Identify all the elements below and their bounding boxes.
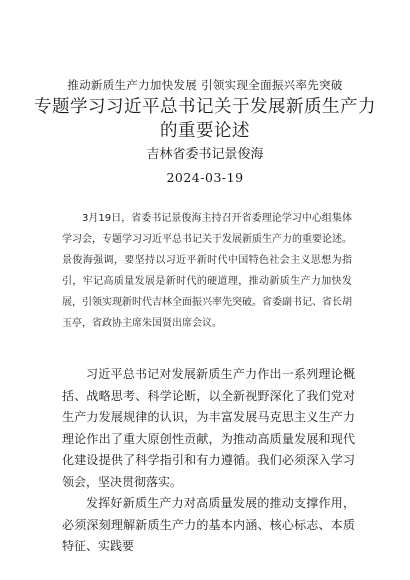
article-kicker: 推动新质生产力加快发展 引领实现全面振兴率先突破 <box>67 78 343 92</box>
article-title: 专题学习习近平总书记关于发展新质生产力的重要论述 <box>34 97 376 141</box>
article-date: 2024-03-19 <box>166 170 244 185</box>
article-byline: 吉林省委书记景俊海 <box>146 147 264 162</box>
article-paragraph: 发挥好新质生产力对高质量发展的推动支撑作用，必须深刻理解新质生产力的基本内涵、核心标志、本质特征、实践要 <box>62 496 355 553</box>
article-lead-summary: 3月19日，省委书记景俊海主持召开省委理论学习中心组集体学习会，专题学习习近平总书记关于发展新质生产力的重要论述。景俊海强调，要坚持以习近平新时代中国特色社会主义思想为指引，牢记高质量发展是新时代的硬道理，推动新质生产力加快发展，引领实现新时代吉林全面振兴率先突破。省委副书记、省长胡玉亭，省政协主席朱国贤出席会议。 <box>62 213 352 329</box>
article-paragraph: 习近平总书记对发展新质生产力作出一系列理论概括、战略思考、科学论断，以全新视野深化了我们党对生产力发展规律的认识，为丰富发展马克思主义生产力理论作出了重大原创性贡献，为推动高质量发展和现代化建设提供了科学指引和有力遵循。我们必须深入学习领会，坚决贯彻落实。 <box>62 367 355 489</box>
